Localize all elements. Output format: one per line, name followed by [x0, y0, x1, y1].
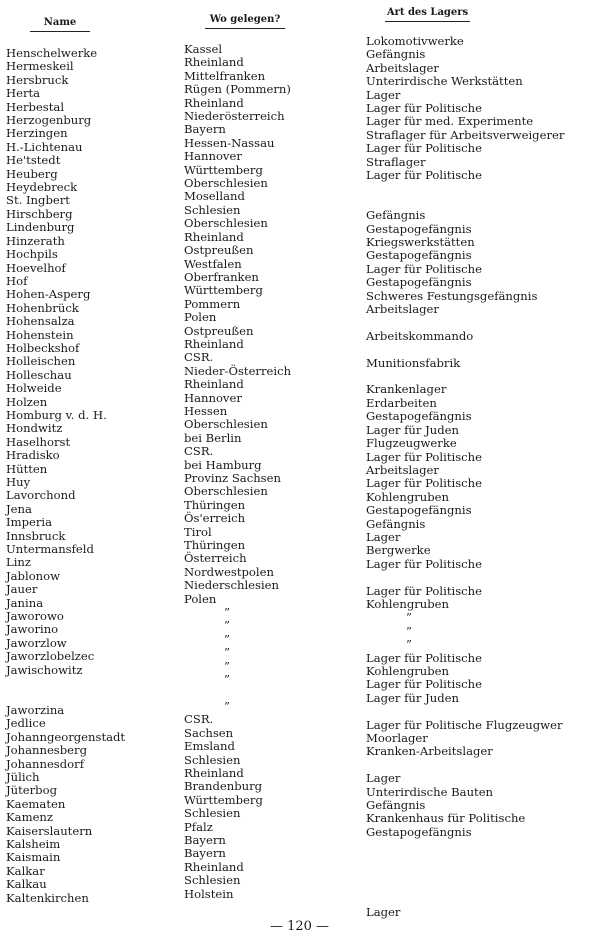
type-entry: Kohlengruben: [366, 664, 450, 678]
type-entry: Straflager für Arbeitsverweigerer: [366, 127, 565, 142]
type-entry: Lager für Politische: [366, 650, 482, 665]
place-entry: Nieder-Österreich: [184, 363, 292, 378]
name-entry: Kaismain: [6, 850, 61, 865]
name-entry: Johanngeorgenstadt: [6, 729, 126, 744]
type-entry: Gestapogefängnis: [366, 221, 472, 236]
type-entry: Gefängnis: [366, 208, 426, 223]
type-entry: Lager für Politische: [366, 677, 482, 692]
place-entry: ”: [224, 658, 230, 673]
place-entry: Württemberg: [184, 162, 263, 177]
type-entry: Straflager: [366, 154, 426, 169]
type-entry: Lager für Politische: [366, 476, 482, 491]
page-number: — 120 —: [269, 919, 330, 934]
name-entry: Johannesberg: [6, 743, 87, 758]
type-entry: [366, 196, 598, 209]
name-entry: Hondwitz: [6, 421, 63, 436]
place-entry: Pfalz: [184, 819, 213, 834]
place-entry: CSR.: [184, 350, 214, 365]
name-entry: Janina: [6, 595, 44, 610]
place-entry: ”: [224, 645, 230, 660]
name-entry: Imperia: [6, 515, 53, 530]
place-entry: Rheinland: [184, 336, 244, 351]
place-entry: Westfalen: [184, 256, 242, 271]
name-entry: Hochpils: [6, 247, 58, 262]
name-entry: Herta: [6, 86, 41, 101]
type-entry: [366, 853, 598, 866]
type-entry: Lager: [366, 87, 401, 102]
name-entry: Herbestal: [6, 99, 65, 114]
place-entry: Österreich: [184, 551, 247, 566]
place-entry: Schlesien: [184, 873, 241, 888]
type-entry: Bergwerke: [366, 543, 431, 558]
name-entry: Jülich: [6, 769, 40, 784]
type-entry: Gestapogefängnis: [366, 248, 472, 263]
place-entry: Oberschlesien: [184, 176, 268, 191]
type-entry: Kriegswerkstätten: [366, 235, 475, 250]
place-entry: Württemberg: [184, 792, 263, 807]
type-entry: [366, 343, 598, 356]
name-entry: Holleischen: [6, 354, 76, 369]
type-entry: [366, 705, 598, 718]
place-entry: Bayern: [184, 846, 226, 861]
type-entry: Lokomotivwerke: [366, 34, 464, 48]
name-entry: Kaltenkirchen: [6, 890, 89, 905]
type-entry: Kohlengruben: [366, 489, 450, 504]
name-column: [6, 47, 186, 905]
type-entry: Lager für Politische: [366, 449, 482, 464]
type-entry: Lager: [366, 529, 401, 544]
name-entry: Linz: [6, 555, 31, 570]
name-entry: Jedlice: [6, 716, 46, 731]
type-entry: [366, 370, 598, 383]
place-entry: Sachsen: [184, 725, 234, 740]
place-entry: Moselland: [184, 189, 245, 204]
place-entry: Bayern: [184, 122, 226, 137]
type-entry: [366, 182, 598, 195]
place-entry: Hannover: [184, 149, 242, 164]
type-entry: Gestapogefängnis: [366, 275, 472, 290]
type-entry: Gefängnis: [366, 798, 426, 813]
type-entry: [366, 879, 598, 892]
name-entry: Jauer: [6, 582, 38, 597]
type-entry: Erdarbeiten: [366, 395, 437, 410]
name-entry: Holleschau: [6, 367, 72, 382]
name-entry: Jüterbog: [6, 783, 58, 798]
type-entry: Unterirdische Bauten: [366, 784, 494, 799]
type-entry: Lager für Juden: [366, 690, 459, 705]
name-entry: Hof: [6, 273, 28, 288]
place-entry: Schlesien: [184, 806, 241, 821]
place-entry: Niederösterreich: [184, 109, 285, 124]
type-entry: Lager für Politische: [366, 141, 482, 156]
type-column: [366, 35, 598, 920]
type-entry: Gestapogefängnis: [366, 824, 472, 839]
type-entry: Lager für Politische: [366, 583, 482, 598]
name-entry: Homburg v. d. H.: [6, 407, 107, 422]
place-entry: Mittelfranken: [184, 68, 266, 83]
name-entry: Hohenstein: [6, 327, 74, 342]
place-entry: Oberfranken: [184, 269, 259, 284]
place-entry: Provinz Sachsen: [184, 471, 281, 485]
type-entry: Lager für Politische: [366, 168, 482, 183]
type-entry: Arbeitskommando: [366, 328, 474, 343]
type-entry: Gefängnis: [366, 47, 426, 62]
place-entry: Rheinland: [184, 765, 244, 780]
name-entry: Hradisko: [6, 448, 60, 463]
place-entry: Hessen-Nassau: [184, 135, 275, 150]
place-entry: bei Hamburg: [184, 457, 262, 472]
name-entry: Johannesdorf: [6, 756, 84, 771]
place-entry: Ostpreußen: [184, 323, 254, 338]
name-entry: Jawischowitz: [6, 662, 83, 677]
name-entry: [6, 690, 186, 703]
name-entry: Herzogenburg: [6, 113, 92, 128]
place-entry: Rheinland: [184, 55, 244, 70]
name-entry: Kaematen: [6, 796, 66, 811]
place-entry: Rheinland: [184, 95, 244, 110]
type-entry: Krankenhaus für Politische: [366, 811, 526, 826]
place-entry: Oberschlesien: [184, 484, 268, 499]
type-entry: Lager für Politische: [366, 261, 482, 276]
type-entry: Flugzeugwerke: [366, 436, 457, 451]
type-entry: Lager für med. Experimente: [366, 114, 534, 129]
name-entry: H.-Lichtenau: [6, 139, 83, 154]
name-entry: Kalkau: [6, 877, 47, 892]
type-entry: Kranken-Arbeitslager: [366, 744, 493, 759]
name-entry: Hoevelhof: [6, 260, 66, 275]
place-entry: Thüringen: [184, 497, 246, 512]
name-entry: Hohenbrück: [6, 300, 79, 315]
name-entry: [6, 677, 186, 690]
name-entry: Jena: [6, 501, 32, 516]
place-entry: ”: [224, 618, 230, 633]
place-entry: Württemberg: [184, 283, 263, 298]
place-entry: Rheinland: [184, 229, 244, 244]
type-entry: Gefängnis: [366, 516, 426, 531]
type-entry: Gestapogefängnis: [366, 409, 472, 424]
type-entry: Munitionsfabrik: [366, 355, 461, 370]
name-entry: Hinzerath: [6, 233, 65, 248]
place-entry: Hannover: [184, 390, 242, 405]
name-entry: Untermansfeld: [6, 542, 94, 557]
place-entry: Polen: [184, 310, 217, 325]
type-entry: [366, 893, 598, 906]
type-entry: Arbeitslager: [366, 60, 439, 75]
type-entry: Kohlengruben: [366, 596, 450, 611]
name-entry: Hirschberg: [6, 206, 73, 221]
name-entry: Kaiserslautern: [6, 823, 93, 838]
type-entry: Unterirdische Werkstätten: [366, 74, 523, 89]
type-entry: ”: [406, 610, 412, 625]
name-entry: He'tstedt: [6, 153, 61, 168]
name-entry: Jaworino: [6, 622, 59, 637]
name-entry: Herzingen: [6, 126, 68, 141]
place-entry: Oberschlesien: [184, 417, 268, 432]
type-entry: Lager: [366, 905, 401, 920]
place-entry: Hessen: [184, 403, 228, 418]
type-entry: Lager: [366, 771, 401, 786]
type-entry: Moorlager: [366, 731, 428, 746]
type-entry: [366, 317, 598, 330]
name-entry: Jaworzina: [6, 702, 65, 717]
name-entry: Jablonow: [6, 568, 61, 583]
place-entry: Emsland: [184, 739, 235, 754]
place-entry: Rheinland: [184, 859, 244, 874]
name-entry: Kalsheim: [6, 836, 61, 851]
name-entry: Lavorchond: [6, 488, 76, 503]
place-entry: Polen: [184, 591, 217, 606]
place-entry: Tirol: [184, 524, 212, 539]
place-entry: CSR.: [184, 444, 214, 459]
name-entry: Heuberg: [6, 166, 58, 181]
place-entry: Niederschlesien: [184, 578, 280, 593]
place-entry: Pommern: [184, 296, 241, 311]
type-entry: Krankenlager: [366, 382, 447, 397]
type-entry: Arbeitslager: [366, 462, 439, 477]
type-entry: Gestapogefängnis: [366, 503, 472, 518]
place-entry: Ostpreußen: [184, 243, 254, 258]
name-entry: Holweide: [6, 381, 62, 396]
type-entry: Schweres Festungsgefängnis: [366, 288, 538, 303]
place-entry: Rheinland: [184, 377, 244, 392]
name-entry: Hermeskeil: [6, 59, 74, 74]
type-entry: ”: [406, 637, 412, 652]
name-entry: Kalkar: [6, 863, 45, 878]
header-name: Name: [30, 17, 90, 32]
place-entry: Thüringen: [184, 538, 246, 553]
name-entry: Hohensalza: [6, 314, 75, 329]
place-entry: ”: [224, 698, 230, 713]
name-entry: Jaworowo: [6, 609, 64, 624]
type-entry: [366, 571, 598, 584]
name-entry: Innsbruck: [6, 528, 66, 543]
place-entry: Ös'erreich: [184, 511, 246, 526]
place-entry: Schlesien: [184, 752, 241, 767]
name-entry: Lindenburg: [6, 220, 75, 235]
place-entry: Brandenburg: [184, 779, 263, 794]
place-entry: Holstein: [184, 886, 234, 901]
name-entry: Holzen: [6, 394, 48, 409]
place-entry: Bayern: [184, 832, 226, 847]
type-entry: [366, 759, 598, 772]
name-entry: Hohen-Asperg: [6, 287, 91, 302]
place-entry: ”: [224, 631, 230, 646]
name-entry: Jaworzlobelzec: [6, 649, 95, 664]
place-entry: ”: [224, 605, 230, 620]
type-entry: ”: [406, 623, 412, 638]
place-entry: Rügen (Pommern): [184, 82, 291, 97]
name-entry: Holbeckshof: [6, 340, 80, 355]
place-entry: Nordwestpolen: [184, 564, 274, 579]
type-entry: [366, 839, 598, 852]
place-entry: Schlesien: [184, 202, 241, 217]
type-entry: Lager für Politische Flugzeugwer: [366, 717, 563, 732]
name-entry: Heydebreck: [6, 180, 78, 195]
header-type: Art des Lagers: [385, 7, 470, 22]
name-entry: Huy: [6, 475, 31, 489]
place-entry: Oberschlesien: [184, 216, 268, 231]
name-entry: Henschelwerke: [6, 46, 98, 60]
header-place: Wo gelegen?: [205, 14, 285, 29]
name-entry: Jaworzlow: [6, 635, 67, 650]
type-entry: Lager für Politische: [366, 556, 482, 571]
name-entry: Hersbruck: [6, 72, 69, 87]
name-entry: Hütten: [6, 461, 48, 476]
place-entry: Kassel: [184, 42, 223, 56]
name-entry: Kamenz: [6, 810, 54, 825]
place-column: [184, 43, 374, 901]
type-entry: Arbeitslager: [366, 302, 439, 317]
place-entry: ”: [224, 672, 230, 687]
name-entry: Haselhorst: [6, 434, 71, 449]
type-entry: [366, 866, 598, 879]
type-entry: Lager für Juden: [366, 422, 459, 437]
place-entry: CSR.: [184, 712, 214, 727]
type-entry: Lager für Politische: [366, 101, 482, 116]
place-entry: bei Berlin: [184, 430, 242, 445]
name-entry: St. Ingbert: [6, 193, 70, 208]
place-entry: [184, 687, 374, 700]
